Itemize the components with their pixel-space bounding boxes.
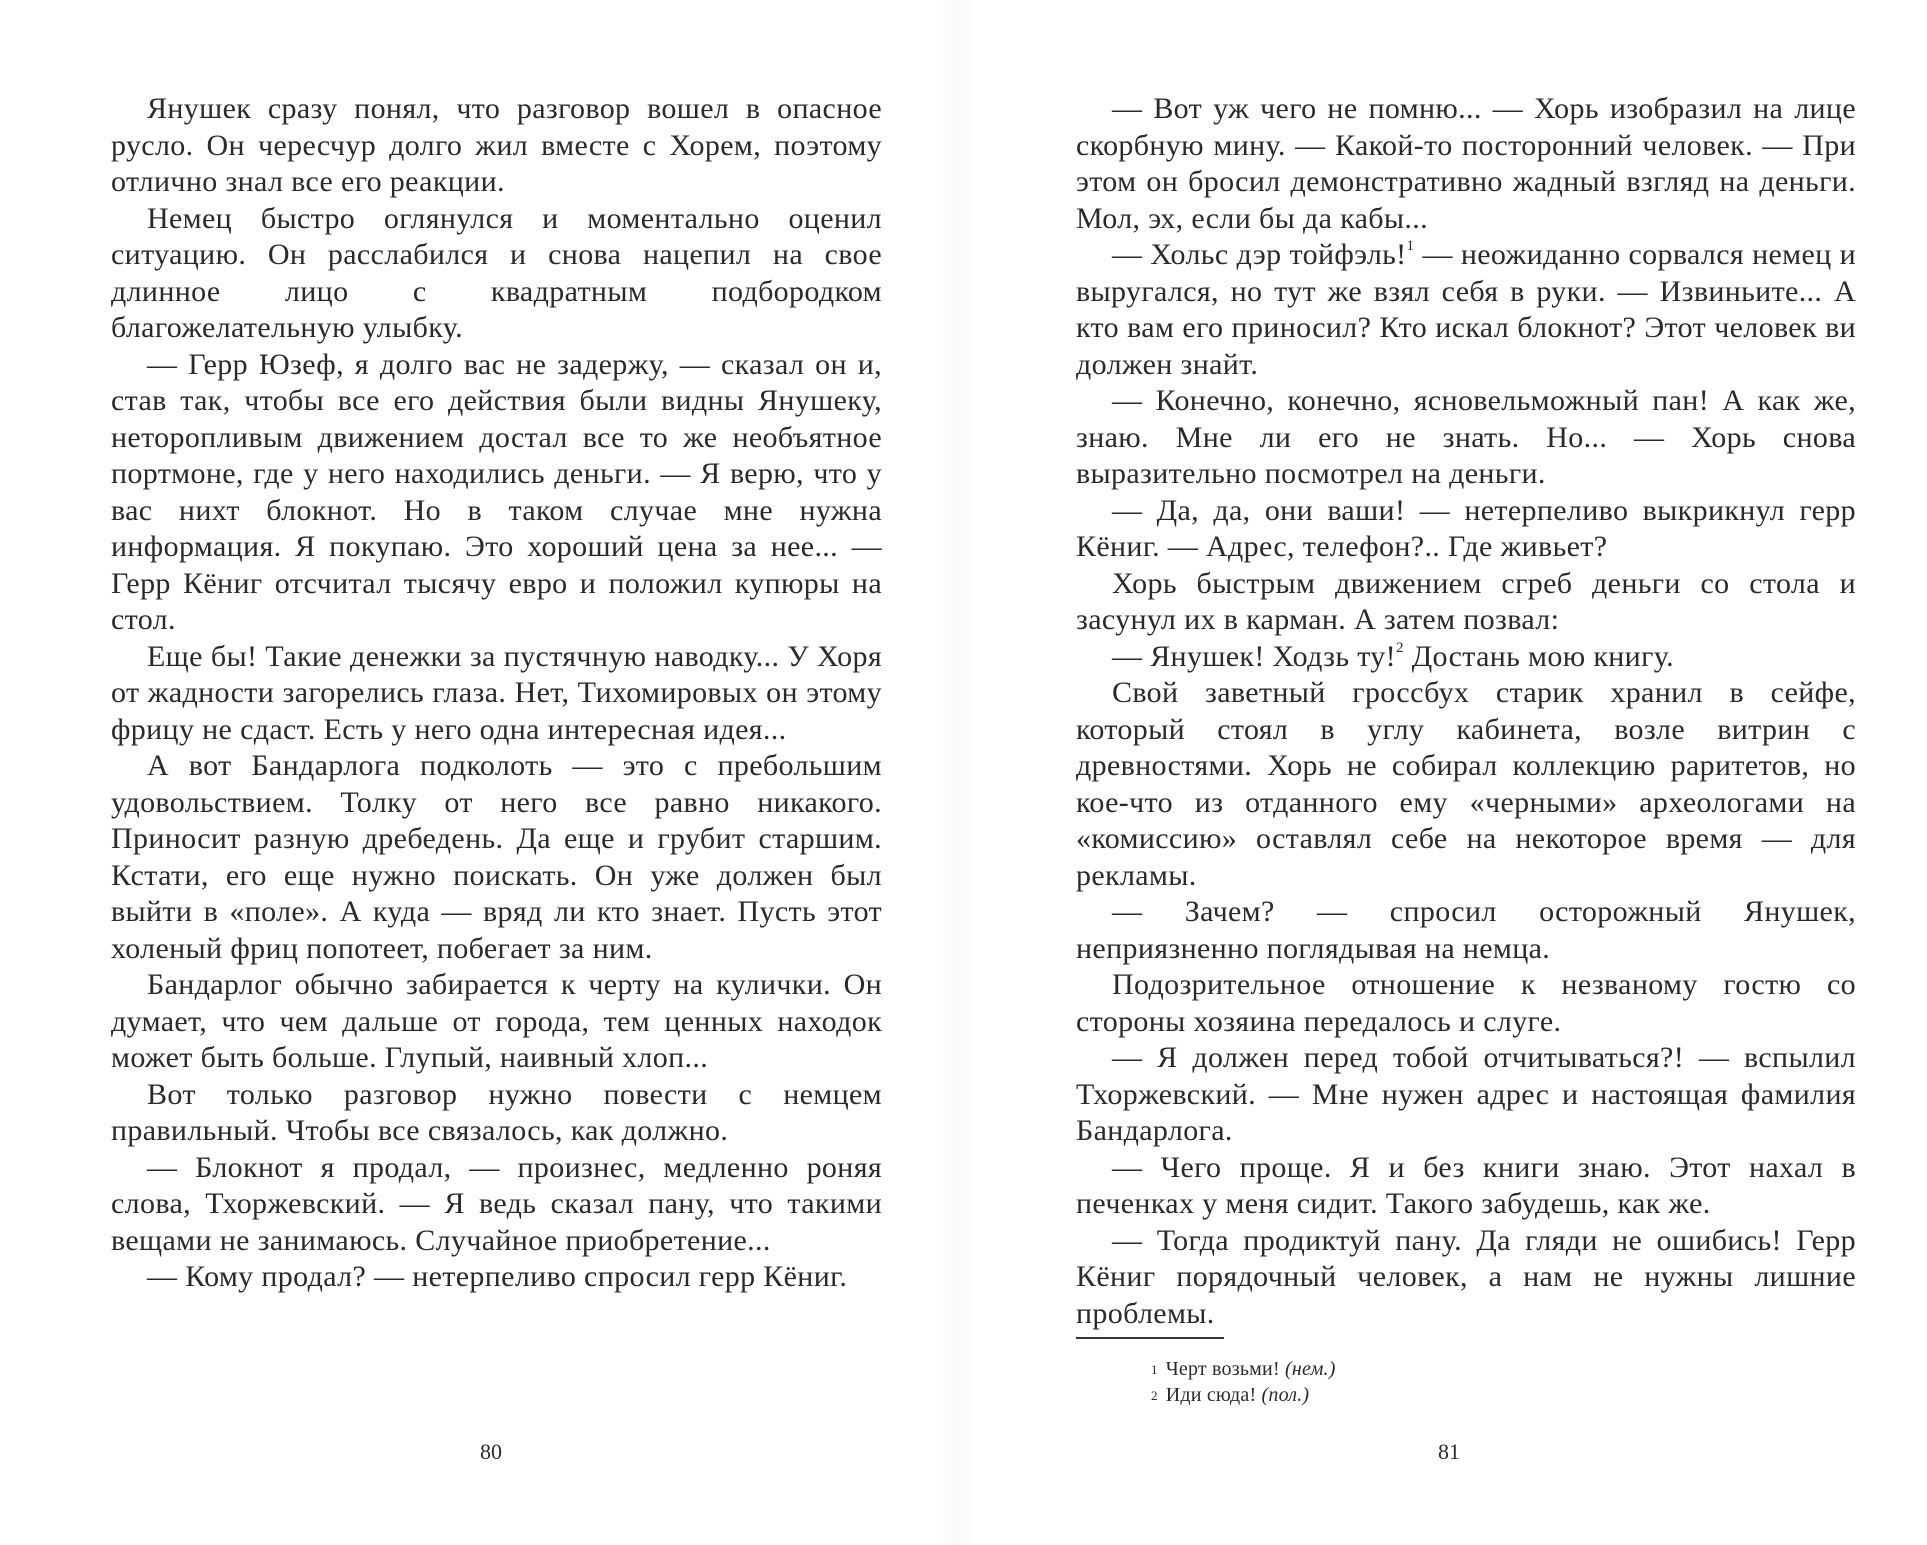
footnote-language: (нем.) bbox=[1285, 1358, 1336, 1380]
paragraph: — Зачем? — спросил осторожный Янушек, неприязненно поглядывая на немца. bbox=[1076, 895, 1856, 965]
paragraph bbox=[1076, 237, 1856, 383]
footnote bbox=[1115, 1356, 1815, 1382]
footnote-text: Иди сюда! bbox=[1165, 1384, 1257, 1406]
footnote-reference: 2 bbox=[1395, 639, 1404, 656]
paragraph: Немец быстро оглянулся и моментально оценил ситуацию. Он расслабился и снова нацепил на свое длинное лицо с квадратным подбородком благожелательную улыбку. bbox=[111, 201, 882, 344]
paragraph-text: — Янушек! Ходзь ту! bbox=[1112, 639, 1396, 673]
paragraph: Бандарлог обычно забирается к черту на кулички. Он думает, что чем дальше от города, тем ценных находок может быть больше. Глупый, наивный хлоп... bbox=[111, 968, 882, 1074]
paragraph-text: Достань мою книгу. bbox=[1403, 639, 1674, 673]
paragraph: Янушек сразу понял, что разговор вошел в опасное русло. Он чересчур долго жил вместе с Хорем, поэтому отлично знал все его реакции. bbox=[111, 92, 882, 198]
footnote-mark: 1 bbox=[1151, 1362, 1158, 1377]
paragraph-text: — неожиданно сорвался немец и выругался, но тут же взял себя в руки. — Извиньите... А кто вам его приносил? Кто искал блокнот? Этот человек ви должен знайт. bbox=[1076, 238, 1857, 381]
paragraph bbox=[1076, 639, 1856, 676]
paragraph: — Конечно, конечно, ясновельможный пан! А как же, знаю. Мне ли его не знать. Но... — Хорь снова выразительно посмотрел на деньги. bbox=[1076, 384, 1856, 490]
footnote bbox=[1115, 1382, 1815, 1408]
footnote-text: Черт возьми! bbox=[1165, 1358, 1280, 1380]
footnote-language: (пол.) bbox=[1261, 1384, 1310, 1406]
paragraph: — Кому продал? — нетерпеливо спросил герр Кёниг. bbox=[147, 1260, 848, 1293]
paragraph: Хорь быстрым движением сгреб деньги со стола и засунул их в карман. А затем позвал: bbox=[1076, 566, 1856, 636]
paragraph: — Вот уж чего не помню... — Хорь изобразил на лице скорбную мину. — Какой-то посторонний человек. — При этом он бросил демонстративно жадный взгляд на деньги. Мол, эх, если бы да кабы... bbox=[1076, 92, 1856, 235]
right-page bbox=[967, 0, 1927, 1545]
left-page bbox=[0, 0, 960, 1545]
footnote-mark: 2 bbox=[1151, 1388, 1158, 1403]
paragraph: — Чего проще. Я и без книги знаю. Этот нахал в печенках у меня сидит. Такого забудешь, как же. bbox=[1076, 1150, 1856, 1220]
footnotes bbox=[1115, 1356, 1815, 1408]
paragraph: — Тогда продиктуй пану. Да гляди не ошибись! Герр Кёниг порядочный человек, а нам не нужны лишние проблемы. bbox=[1076, 1223, 1856, 1330]
right-page-text bbox=[1076, 91, 1856, 1332]
paragraph: Вот только разговор нужно повести с немцем правильный. Чтобы все связалось, как должно. bbox=[111, 1077, 882, 1147]
paragraph: — Да, да, они ваши! — нетерпеливо выкрикнул герр Кёниг. — Адрес, телефон?.. Где живьет? bbox=[1076, 493, 1856, 563]
paragraph-text: — Хольс дэр тойфэль! bbox=[1112, 238, 1407, 271]
left-page-text bbox=[111, 91, 882, 1296]
page-number: 81 bbox=[1438, 1439, 1460, 1464]
footnote-reference: 1 bbox=[1406, 238, 1415, 254]
paragraph: Еще бы! Такие денежки за пустячную наводку... У Хоря от жадности загорелись глаза. Нет, Тихомировых он этому фрицу не сдаст. Есть у него одна интересная идея... bbox=[111, 639, 882, 746]
paragraph: — Герр Юзеф, я долго вас не задержу, — сказал он и, став так, чтобы все его действия были видны Янушеку, неторопливым движением достал все то же необъятное портмоне, где у него находились деньги. — Я верю, что у вас нихт блокнот. Но в таком случае мне нужна информация. Я покупаю. Это хороший цена за нее... — Герр Кёниг отсчитал тысячу евро и положил купюры на стол. bbox=[111, 347, 882, 636]
footnote-divider bbox=[1076, 1337, 1224, 1339]
paragraph: Подозрительное отношение к незваному гостю со стороны хозяина передалось и слуге. bbox=[1076, 968, 1856, 1038]
page-number: 80 bbox=[480, 1439, 502, 1464]
paragraph: — Я должен перед тобой отчитываться?! — вспылил Тхоржевский. — Мне нужен адрес и настоящая фамилия Бандарлога. bbox=[1076, 1041, 1856, 1147]
paragraph: — Блокнот я продал, — произнес, медленно роняя слова, Тхоржевский. — Я ведь сказал пану, что такими вещами не занимаюсь. Случайное приобретение... bbox=[111, 1150, 882, 1257]
paragraph: А вот Бандарлога подколоть — это с пребольшим удовольствием. Толку от него все равно никакого. Приносит разную дребедень. Да еще и грубит старшим. Кстати, его еще нужно поискать. Он уже должен был выйти в «поле». А куда — вряд ли кто знает. Пусть этот холеный фриц попотеет, побегает за ним. bbox=[111, 749, 882, 965]
paragraph: Свой заветный гроссбух старик хранил в сейфе, который стоял в углу кабинета, возле витрин с древностями. Хорь не собирал коллекцию раритетов, но кое-что из отданного ему «черными» археологами на «комиссию» оставлял себе на некоторое время — для рекламы. bbox=[1076, 676, 1856, 892]
